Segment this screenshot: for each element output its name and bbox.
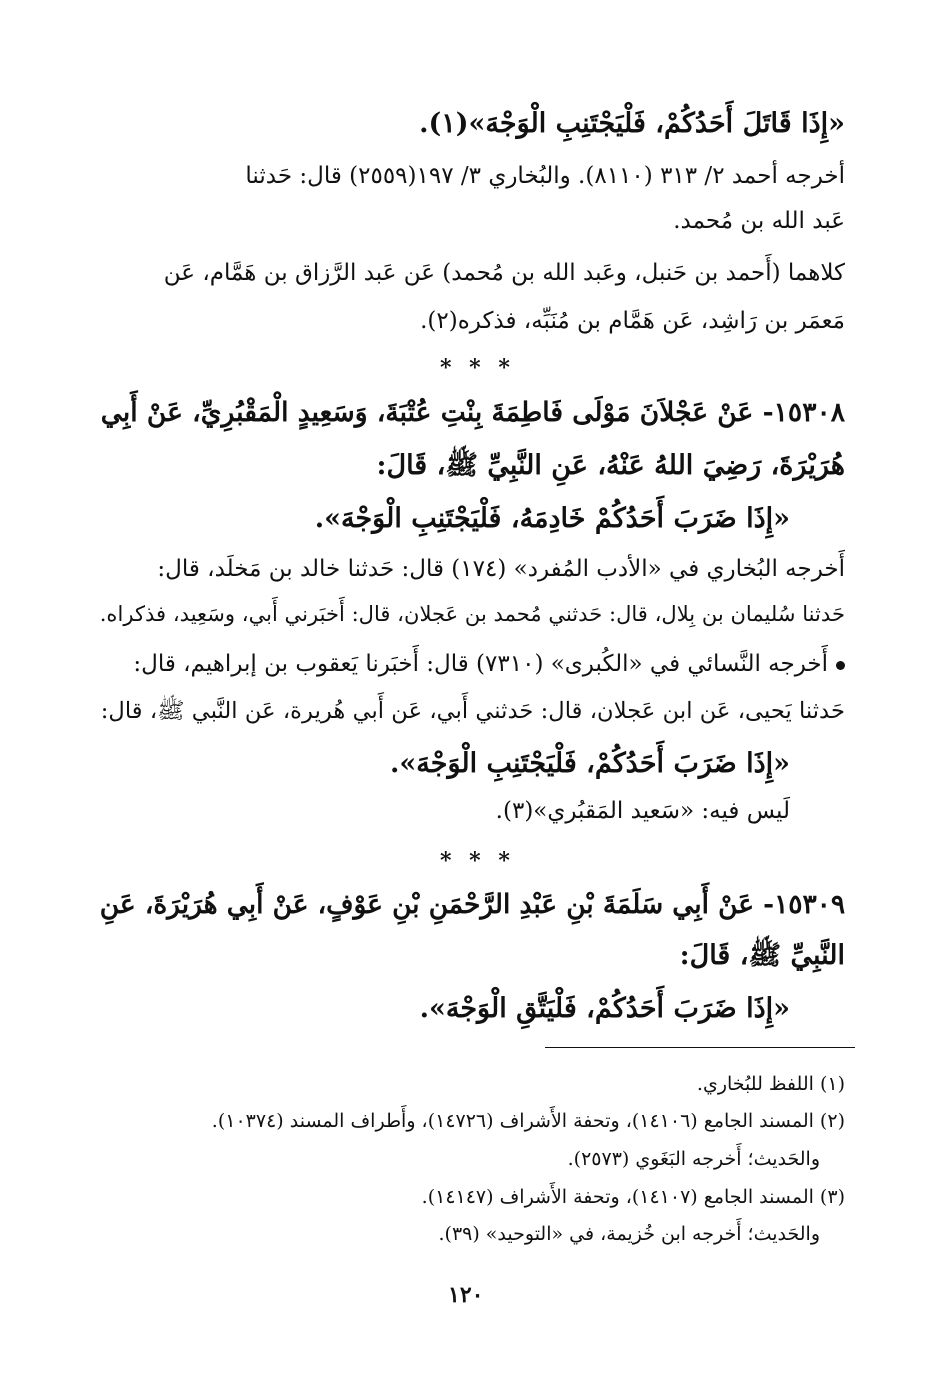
section-separator: * * *	[440, 848, 515, 874]
footnote: (١) اللفظ للبُخاري.	[696, 1073, 845, 1095]
footnote-continuation: والحَديث؛ أَخرجه البَغَوي (٢٥٧٣).	[567, 1148, 820, 1170]
note-line: لَيس فيه: «سَعيد المَقبُري»(٣).	[495, 798, 790, 824]
hadith-heading: ١٥٣٠٩- عَنْ أَبِي سَلَمَةَ بْنِ عَبْدِ الرَّحْمَنِ بْنِ عَوْفٍ، عَنْ أَبِي هُرَيْرَةَ، عَنِ	[99, 889, 845, 920]
footnote: (٣) المسند الجامع (١٤١٠٧)، وتحفة الأَشراف (١٤١٤٧).	[421, 1186, 845, 1208]
hadith-text: «إِذَا ضَرَبَ أَحَدُكُمْ، فَلْيَجْتَنِبِ الْوَجْهَ».	[390, 748, 790, 779]
footnote-divider	[545, 1047, 855, 1048]
section-separator: * * *	[440, 355, 515, 381]
isnad-line: مَعمَر بن رَاشِد، عَن هَمَّام بن مُنَبِّه، فذكره(٢).	[420, 308, 845, 334]
hadith-heading: ١٥٣٠٨- عَنْ عَجْلاَنَ مَوْلَى فَاطِمَةَ بِنْتِ عُتْبَةَ، وَسَعِيدٍ الْمَقْبُرِيِّ، عَنْ أَبِي	[100, 397, 845, 428]
takhrij-line: حَدثنا سُليمان بن بِلال، قال: حَدثني مُحمد بن عَجلان، قال: أَخبَرني أَبي، وسَعِيد، فذكراه.	[99, 601, 845, 626]
isnad-line: كلاهما (أَحمد بن حَنبل، وعَبد الله بن مُحمد) عَن عَبد الرَّزاق بن هَمَّام، عَن	[163, 260, 845, 286]
hadith-text: «إِذَا ضَرَبَ أَحَدُكُمْ، فَلْيَتَّقِ الْوَجْهَ».	[419, 993, 790, 1024]
takhrij-text: أَخرجه النَّسائي في «الكُبرى» (٧٣١٠) قال: أَخبَرنا يَعقوب بن إبراهيم، قال:	[133, 651, 828, 677]
hadith-text: «إِذَا ضَرَبَ أَحَدُكُمْ خَادِمَهُ، فَلْيَجْتَنِبِ الْوَجْهَ».	[314, 503, 790, 534]
takhrij-line: أخرجه أحمد ٢/ ٣١٣ (٨١١٠). والبُخاري ٣/ ١٩٧(٢٥٥٩) قال: حَدثنا	[245, 163, 845, 189]
bullet-marker	[836, 661, 845, 670]
takhrij-line: أَخرجه البُخاري في «الأدب المُفرد» (١٧٤) قال: حَدثنا خالد بن مَخلَد، قال:	[157, 556, 845, 582]
takhrij-line	[133, 653, 845, 676]
footnote-continuation: والحَديث؛ أَخرجه ابن خُزيمة، في «التوحيد» (٣٩).	[438, 1223, 820, 1245]
takhrij-line: حَدثنا يَحيى، عَن ابن عَجلان، قال: حَدثني أَبي، عَن أَبي هُريرة، عَن النَّبي ﷺ، قال:	[100, 698, 845, 724]
takhrij-line: عَبد الله بن مُحمد.	[673, 208, 845, 234]
hadith-heading: هُرَيْرَةَ، رَضِيَ اللهُ عَنْهُ، عَنِ النَّبِيِّ ﷺ، قَالَ:	[376, 450, 845, 481]
hadith-heading: النَّبِيِّ ﷺ، قَالَ:	[679, 940, 845, 971]
footnote: (٢) المسند الجامع (١٤١٠٦)، وتحفة الأَشراف (١٤٧٢٦)، وأَطراف المسند (١٠٣٧٤).	[211, 1110, 845, 1132]
hadith-text: «إِذَا قَاتَلَ أَحَدُكُمْ، فَلْيَجْتَنِبِ الْوَجْهَ»(١).	[419, 108, 845, 139]
page-number: ١٢٠	[448, 1282, 484, 1308]
